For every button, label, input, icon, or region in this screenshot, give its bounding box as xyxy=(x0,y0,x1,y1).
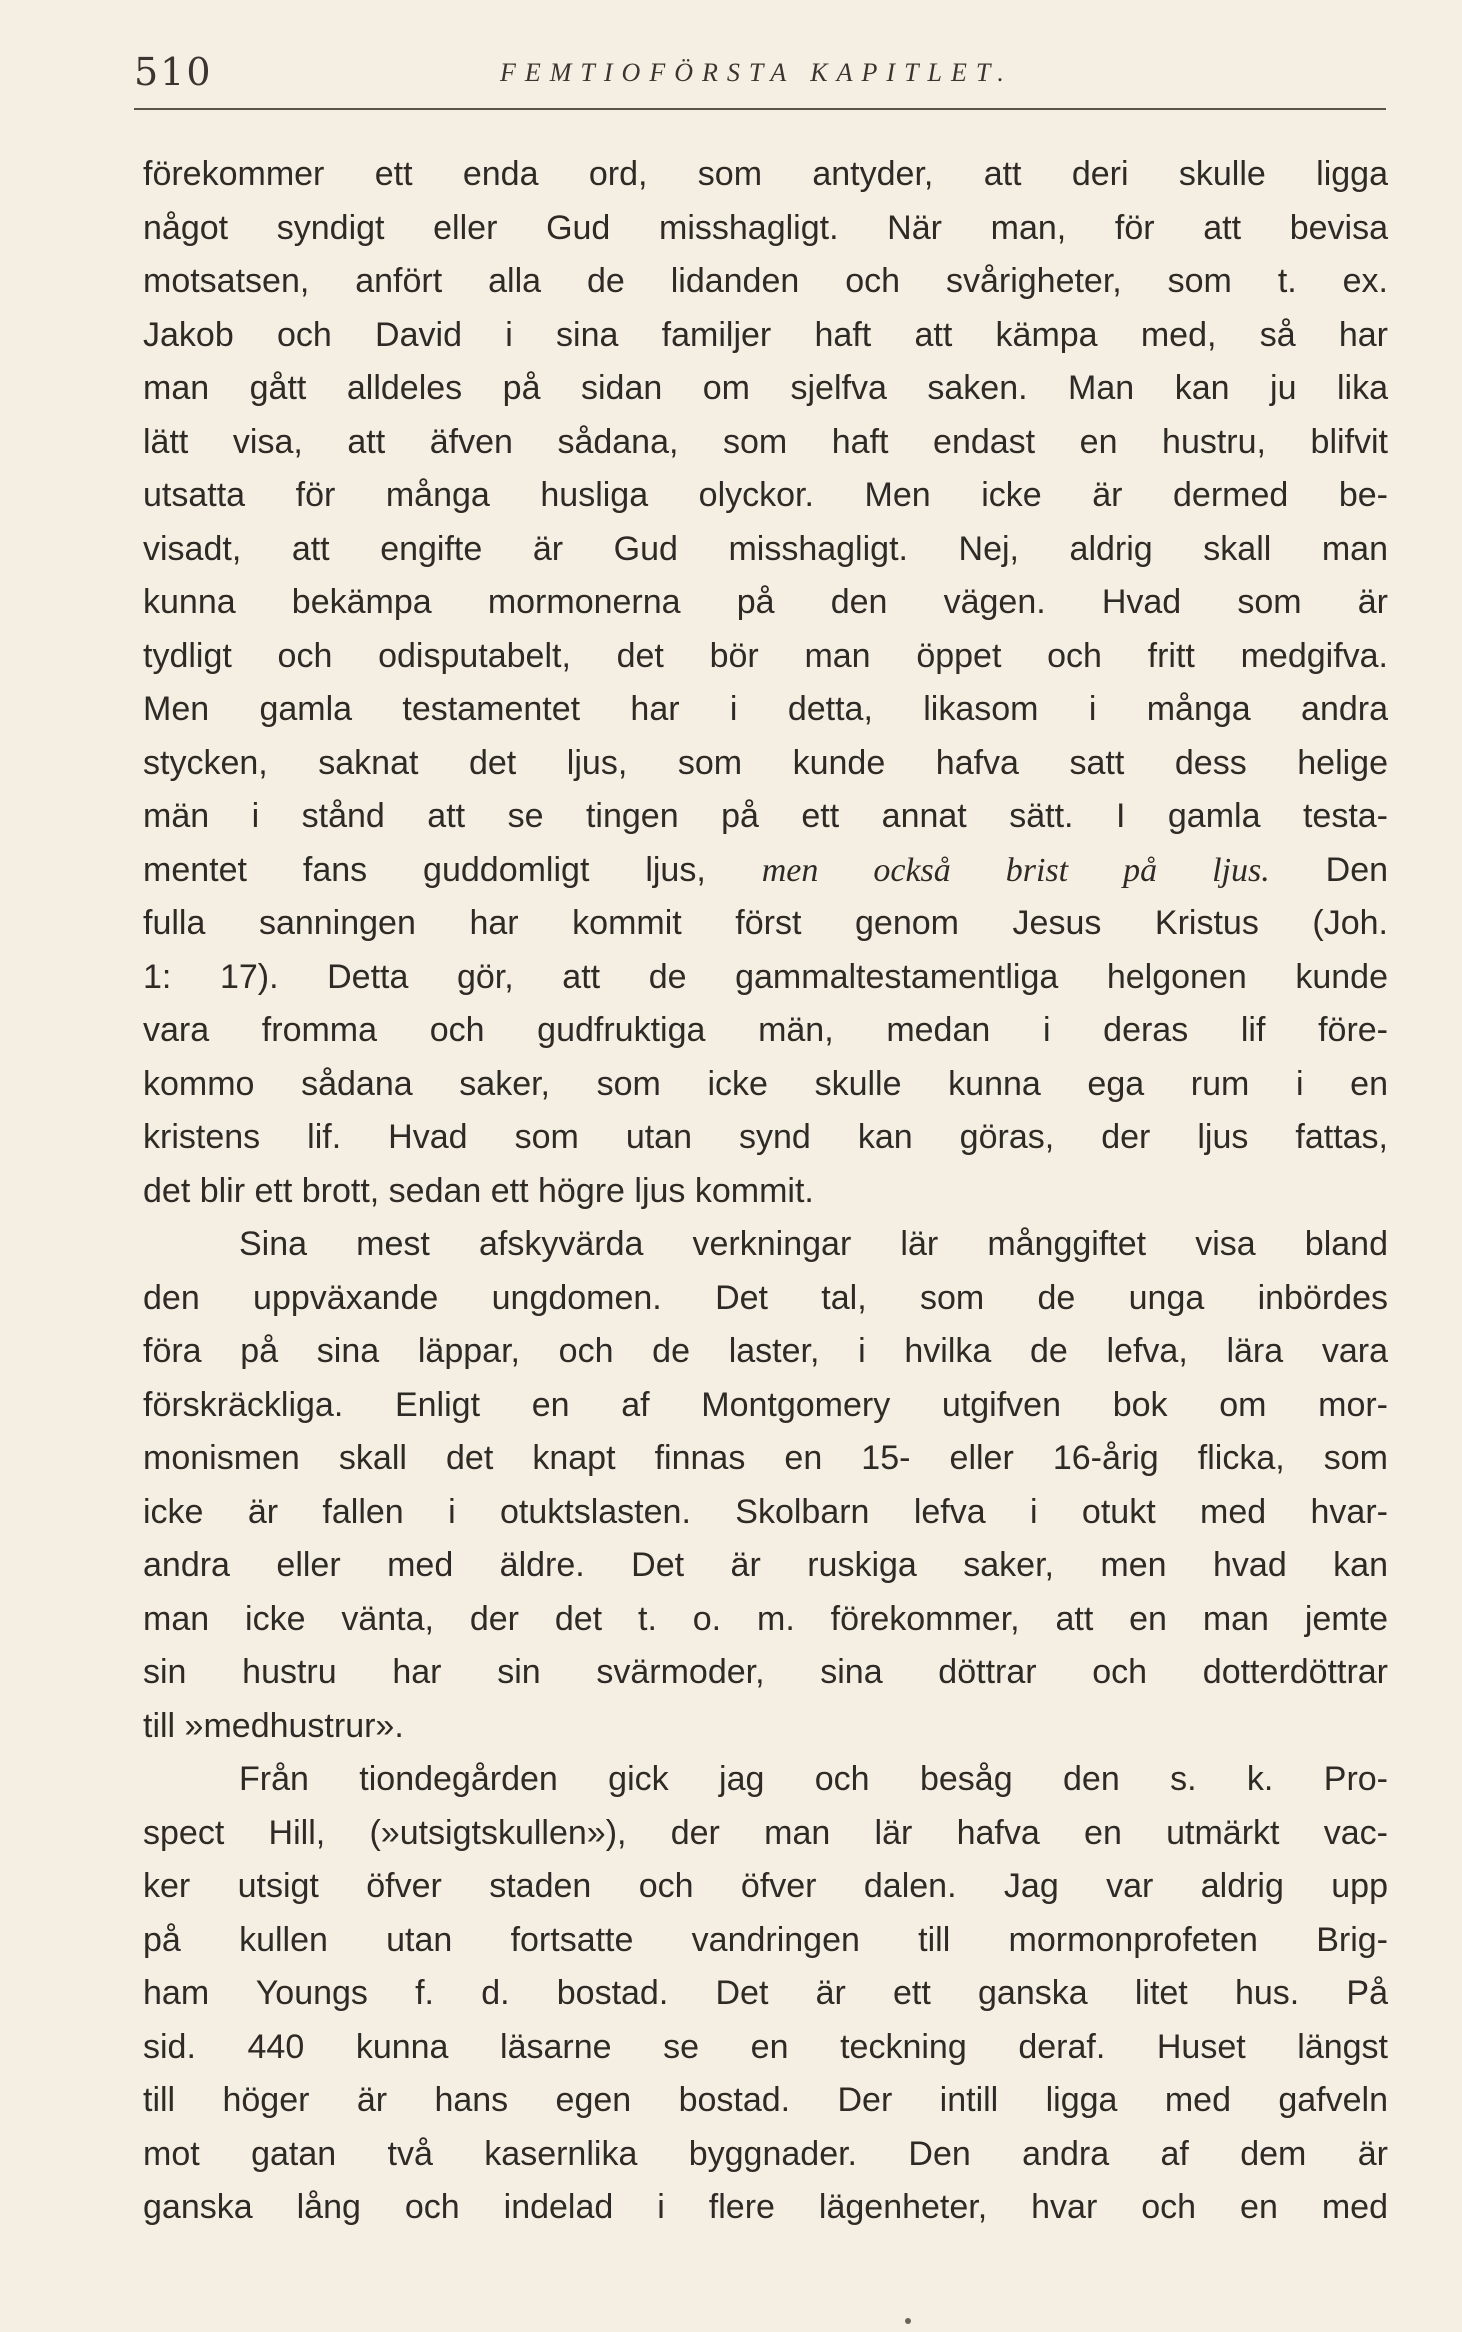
text-line: utsatta för många husliga olyckor. Men icke är dermed be- xyxy=(143,476,1388,514)
text-line: monismen skall det knapt finnas en 15- eller 16-årig flicka, som xyxy=(143,1439,1388,1477)
running-head: FEMTIOFÖRSTA KAPITLET. xyxy=(500,58,1013,87)
text-line: spect Hill, (»utsigtskullen»), der man lär hafva en utmärkt vac- xyxy=(143,1813,1388,1852)
text-line: vara fromma och gudfruktiga män, medan i deras lif före- xyxy=(143,1011,1388,1049)
text-line: Men gamla testamentet har i detta, likasom i många andra xyxy=(143,690,1388,728)
text-line: ganska lång och indelad i flere lägenheter, hvar och en med xyxy=(143,2188,1388,2226)
text-line: den uppväxande ungdomen. Det tal, som de unga inbördes xyxy=(143,1278,1388,1317)
text-line: förekommer ett enda ord, som antyder, att deri skulle ligga xyxy=(143,155,1388,193)
header-rule xyxy=(134,108,1386,110)
text-line: Jakob och David i sina familjer haft att kämpa med, så har xyxy=(143,315,1388,354)
text-line: kommo sådana saker, som icke skulle kunna ega rum i en xyxy=(143,1064,1388,1103)
text-line: kristens lif. Hvad som utan synd kan göras, der ljus fattas, xyxy=(143,1118,1388,1156)
text-line: Sina mest afskyvärda verkningar lär månggiftet visa bland xyxy=(239,1225,1388,1263)
text-line: mot gatan två kasernlika byggnader. Den andra af dem är xyxy=(143,2134,1388,2173)
text-line: motsatsen, anfört alla de lidanden och svårigheter, som t. ex. xyxy=(143,262,1388,300)
text-line: tydligt och odisputabelt, det bör man öppet och fritt medgifva. xyxy=(143,636,1388,675)
text-line: sin hustru har sin svärmoder, sina döttrar och dotterdöttrar xyxy=(143,1653,1388,1691)
text-line: föra på sina läppar, och de laster, i hvilka de lefva, lära vara xyxy=(143,1332,1388,1370)
text-line: stycken, saknat det ljus, som kunde hafva satt dess helige xyxy=(143,743,1388,782)
text-line-mixed xyxy=(143,844,1388,898)
text-line: ker utsigt öfver staden och öfver dalen. Jag var aldrig upp xyxy=(143,1867,1388,1905)
text-segment: Den xyxy=(1325,850,1389,889)
text-line: andra eller med äldre. Det är ruskiga saker, men hvad kan xyxy=(143,1546,1388,1584)
text-line: Från tiondegården gick jag och besåg den s. k. Pro- xyxy=(239,1760,1388,1798)
text-line: fulla sanningen har kommit först genom Jesus Kristus (Joh. xyxy=(143,904,1388,942)
text-line: ham Youngs f. d. bostad. Det är ett ganska litet hus. På xyxy=(143,1974,1388,2012)
text-line: till höger är hans egen bostad. Der intill ligga med gafveln xyxy=(143,2081,1388,2119)
text-segment: mentet fans guddomligt ljus, xyxy=(143,850,706,889)
print-speck xyxy=(905,2318,911,2324)
text-line: man gått alldeles på sidan om sjelfva saken. Man kan ju lika xyxy=(143,369,1388,407)
text-line: 1: 17). Detta gör, att de gammaltestamentliga helgonen kunde xyxy=(143,957,1388,996)
text-line: män i stånd att se tingen på ett annat sätt. I gamla testa- xyxy=(143,797,1388,835)
text-line: icke är fallen i otuktslasten. Skolbarn lefva i otukt med hvar- xyxy=(143,1492,1388,1531)
emphasis-text: men också brist på ljus. xyxy=(761,851,1270,889)
text-line: man icke vänta, der det t. o. m. förekommer, att en man jemte xyxy=(143,1599,1388,1638)
body-text xyxy=(143,148,1388,2235)
text-line: på kullen utan fortsatte vandringen till mormonprofeten Brig- xyxy=(143,1920,1388,1959)
text-line: till »medhustrur». xyxy=(143,1706,404,1745)
text-line: sid. 440 kunna läsarne se en teckning deraf. Huset längst xyxy=(143,2027,1388,2066)
text-line: visadt, att engifte är Gud misshagligt. Nej, aldrig skall man xyxy=(143,529,1388,568)
page-number: 510 xyxy=(134,50,213,94)
text-line: något syndigt eller Gud misshagligt. När man, för att bevisa xyxy=(143,208,1388,247)
text-line: kunna bekämpa mormonerna på den vägen. Hvad som är xyxy=(143,583,1388,621)
text-line: det blir ett brott, sedan ett högre ljus kommit. xyxy=(143,1171,814,1210)
text-line: lätt visa, att äfven sådana, som haft endast en hustru, blifvit xyxy=(143,422,1388,461)
text-line: förskräckliga. Enligt en af Montgomery utgifven bok om mor- xyxy=(143,1385,1388,1424)
